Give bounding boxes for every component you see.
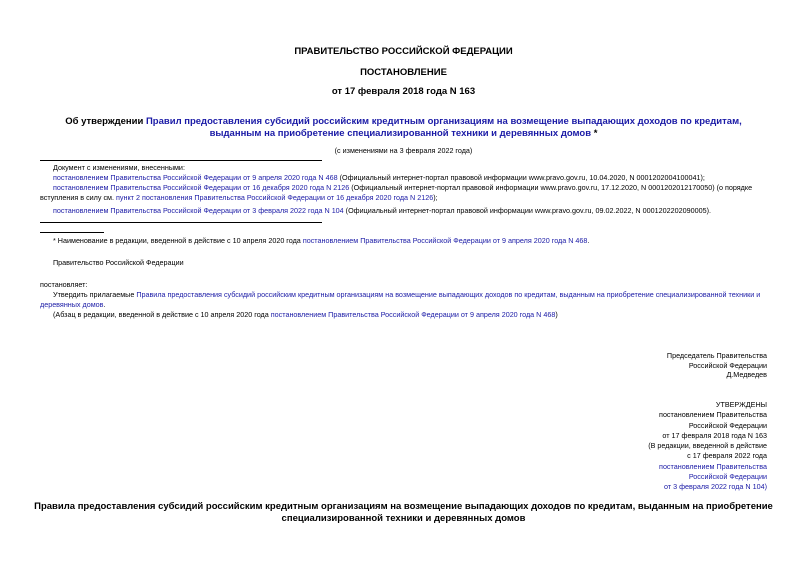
approve-rules-link[interactable]: Правила предоставления субсидий российским кредитным организациям на возмещение выпадающих доходов по кредитам, выданным на приобретение специализированной техники и деревянных домов <box>40 290 761 309</box>
footnote-divider <box>40 232 104 233</box>
amendments-heading: Документ с изменениями, внесенными: <box>53 163 185 172</box>
divider <box>40 222 322 223</box>
rules-title-line: Правила предоставления субсидий российским кредитным организациям на возмещение выпадающих доходов по кредитам, выданным на приобретение <box>34 501 773 512</box>
amendment-link[interactable]: постановлением Правительства Российской Федерации от 3 февраля 2022 года N 104 <box>53 206 344 215</box>
approved-link-line[interactable]: постановлением Правительства <box>659 461 767 471</box>
government-name: Правительство Российской Федерации <box>53 258 184 267</box>
amendment-item <box>40 206 770 216</box>
document-type: ПОСТАНОВЛЕНИЕ <box>360 67 447 78</box>
edition-link[interactable]: постановлением Правительства Российской Федерации от 9 апреля 2020 года N 468 <box>270 310 556 319</box>
signature-block <box>567 351 767 380</box>
approved-label: УТВЕРЖДЕНЫ <box>715 400 767 409</box>
divider <box>40 160 322 161</box>
document-date-number: от 17 февраля 2018 года N 163 <box>331 86 476 97</box>
amendment-clause-link[interactable]: пункт 2 постановления Правительства Российской Федерации от 16 декабря 2020 года N 2126 <box>116 192 434 202</box>
changes-note: (с изменениями на 3 февраля 2022 года) <box>334 146 473 155</box>
signature-country: Российской Федерации <box>688 360 767 370</box>
amendment-item <box>40 183 770 202</box>
approve-paragraph <box>40 290 770 309</box>
rules-title-line: специализированной техники и деревянных домов <box>281 513 526 524</box>
approved-line: от 17 февраля 2018 года N 163 <box>662 430 767 440</box>
document-title <box>40 116 767 140</box>
rules-title <box>0 501 807 525</box>
edition-prefix: (Абзац в редакции, введенной в действие с 10 апреля 2020 года <box>53 310 271 319</box>
title-rules-link[interactable]: Правил предоставления субсидий российским кредитным организациям на возмещение выпадающих доходов по кредитам, выданным на приобретение специализированной техники и деревянных домов <box>145 116 742 139</box>
decree-verb: постановляет: <box>40 280 88 289</box>
amendment-link[interactable]: постановлением Правительства Российской Федерации от 9 апреля 2020 года N 468 <box>53 173 338 182</box>
edition-note <box>53 310 773 320</box>
approved-line: постановлением Правительства <box>659 410 767 420</box>
approved-block <box>547 400 767 493</box>
title-footnote-mark: * <box>591 128 598 139</box>
footnote-end: . <box>587 236 590 245</box>
amendment-text: (Официальный интернет-портал правовой информации www.pravo.gov.ru, 17.12.2020, N 0001202012170050) (о порядке вступления в силу см. <box>40 183 753 202</box>
approved-link-line[interactable]: от 3 февраля 2022 года N 104) <box>664 482 767 492</box>
approved-link-line[interactable]: Российской Федерации <box>688 472 767 482</box>
amendment-link[interactable]: постановлением Правительства Российской Федерации от 16 декабря 2020 года N 2126 <box>53 183 350 192</box>
approved-line: (В редакции, введенной в действие <box>648 441 767 451</box>
amendment-text: (Официальный интернет-портал правовой информации www.pravo.gov.ru, 10.04.2020, N 0001202004100041); <box>337 173 705 182</box>
footnote-text: * Наименование в редакции, введенной в действие с 10 апреля 2020 года <box>53 236 303 245</box>
approve-prefix: Утвердить прилагаемые <box>53 290 137 299</box>
amendment-item <box>40 173 770 183</box>
amendment-text: (Официальный интернет-портал правовой информации www.pravo.gov.ru, 09.02.2022, N 0001202202090005). <box>343 206 711 215</box>
edition-end: ) <box>555 310 558 319</box>
title-prefix: Об утверждении <box>65 116 146 127</box>
signature-name: Д.Медведев <box>726 370 767 380</box>
approved-line: с 17 февраля 2022 года <box>687 451 767 461</box>
approved-line: Российской Федерации <box>688 420 767 430</box>
approve-end: . <box>103 299 106 309</box>
footnote-link[interactable]: постановлением Правительства Российской Федерации от 9 апреля 2020 года N 468 <box>302 236 588 245</box>
government-header: ПРАВИТЕЛЬСТВО РОССИЙСКОЙ ФЕДЕРАЦИИ <box>294 46 513 57</box>
amendment-text-end: ); <box>433 192 438 202</box>
signature-title: Председатель Правительства <box>666 351 767 360</box>
footnote <box>53 236 773 246</box>
